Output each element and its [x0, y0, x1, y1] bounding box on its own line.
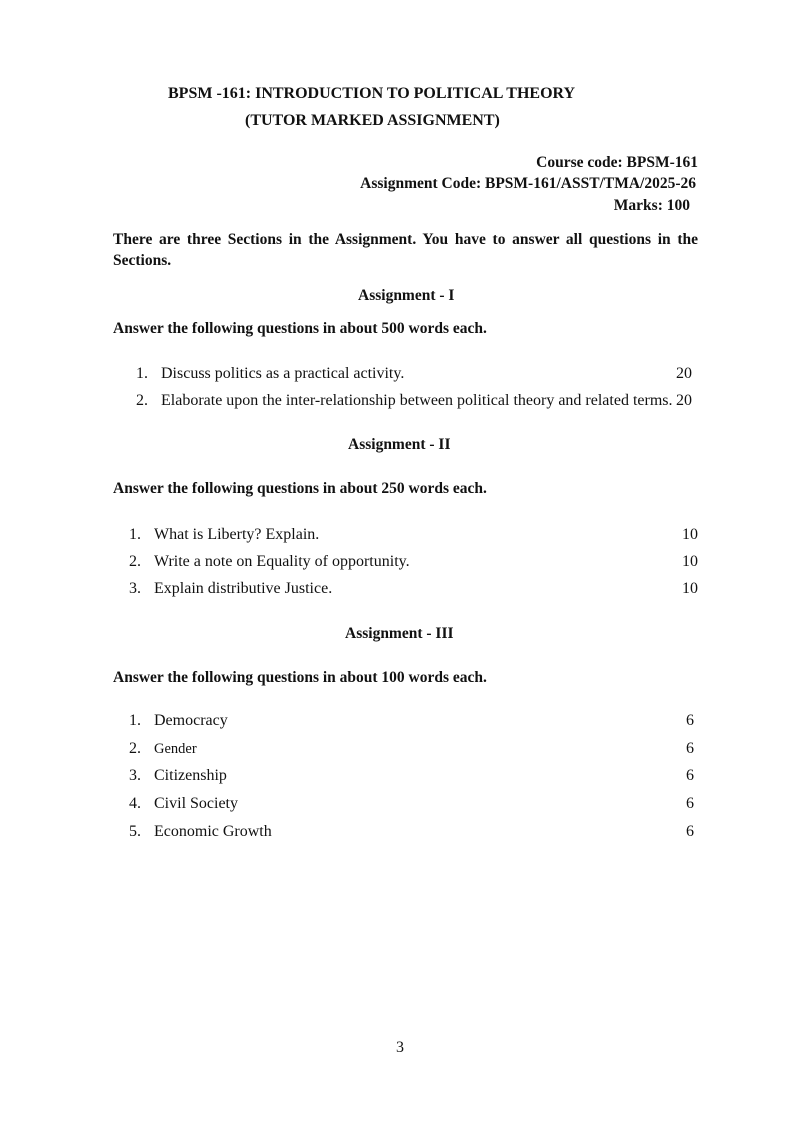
- question-marks: 6: [686, 795, 694, 812]
- section-heading-2: Assignment - II: [348, 436, 451, 453]
- question-marks: 20: [676, 365, 692, 382]
- question-text: Gender: [154, 741, 197, 757]
- assignment-code: Assignment Code: BPSM-161/ASST/TMA/2025-26: [360, 175, 696, 192]
- question-marks: 10: [682, 553, 698, 570]
- total-marks: Marks: 100: [613, 197, 690, 214]
- question-text: What is Liberty? Explain.: [154, 526, 320, 543]
- question-marks: 10: [682, 526, 698, 543]
- question-text: Write a note on Equality of opportunity.: [154, 553, 410, 570]
- question-text: Civil Society: [154, 795, 238, 812]
- section-instruction-3: Answer the following questions in about 100 words each.: [113, 669, 487, 686]
- question-marks: 6: [686, 767, 694, 784]
- section-heading-3: Assignment - III: [345, 625, 454, 642]
- question-number: 4.: [129, 795, 141, 812]
- question-number: 2.: [129, 553, 141, 570]
- page-number: 3: [396, 1039, 404, 1056]
- question-text: Explain distributive Justice.: [154, 580, 333, 597]
- question-marks: 6: [686, 712, 694, 729]
- question-number: 1.: [129, 712, 141, 729]
- question-text: Democracy: [154, 712, 228, 729]
- question-number: 5.: [129, 823, 141, 840]
- section-heading-1: Assignment - I: [358, 287, 455, 304]
- section-instruction-1: Answer the following questions in about 500 words each.: [113, 320, 487, 337]
- section-instruction-2: Answer the following questions in about 250 words each.: [113, 480, 487, 497]
- question-text: Citizenship: [154, 767, 227, 784]
- question-number: 1.: [129, 526, 141, 543]
- question-text: Elaborate upon the inter-relationship between political theory and related terms.: [161, 392, 673, 409]
- question-text: Economic Growth: [154, 823, 272, 840]
- intro-line-2: Sections.: [113, 252, 172, 269]
- question-marks: 6: [686, 823, 694, 840]
- question-number: 3.: [129, 580, 141, 597]
- question-number: 1.: [136, 365, 148, 382]
- question-text: Discuss politics as a practical activity.: [161, 365, 405, 382]
- question-marks: 20: [676, 392, 692, 409]
- course-code: Course code: BPSM-161: [536, 154, 698, 171]
- question-number: 2.: [136, 392, 148, 409]
- page-title: BPSM -161: INTRODUCTION TO POLITICAL THEORY: [168, 85, 576, 102]
- question-marks: 10: [682, 580, 698, 597]
- question-number: 3.: [129, 767, 141, 784]
- question-marks: 6: [686, 740, 694, 757]
- intro-line-1: There are three Sections in the Assignment. You have to answer all questions in the: [113, 231, 698, 248]
- page-subtitle: (TUTOR MARKED ASSIGNMENT): [245, 112, 500, 129]
- question-number: 2.: [129, 740, 141, 757]
